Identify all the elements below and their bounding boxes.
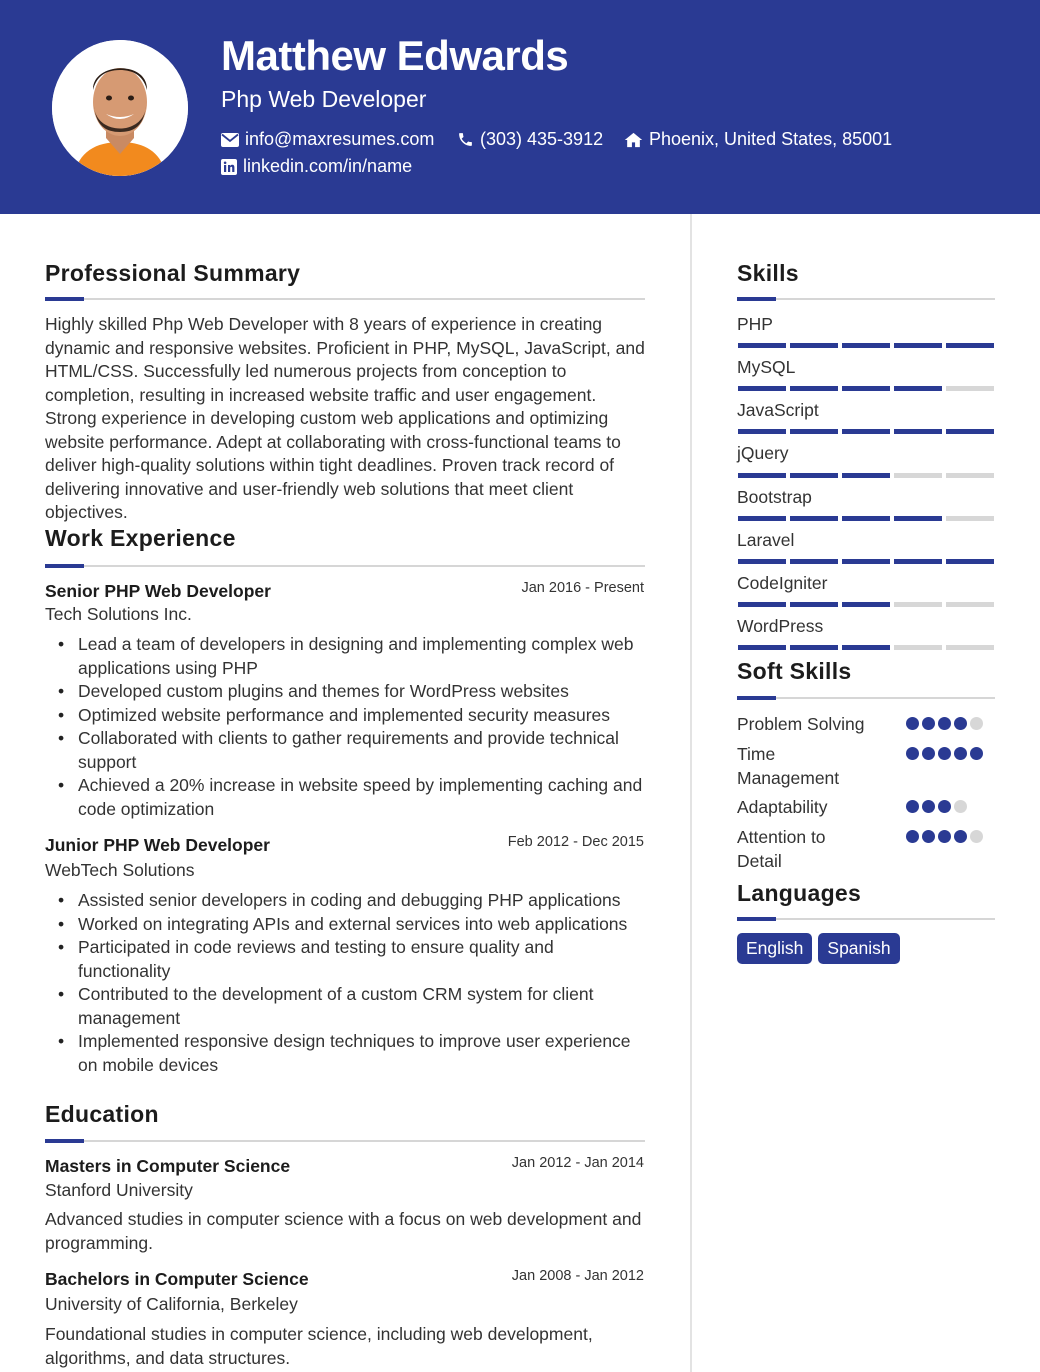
- skill-level-bar: [738, 602, 994, 607]
- list-item: • Participated in code reviews and testing to ensure quality and functionality: [78, 936, 648, 983]
- soft-skill-dots: [906, 800, 984, 813]
- soft-skill-dot: [922, 747, 935, 760]
- soft-skill-dots: [906, 747, 984, 760]
- list-item: • Worked on integrating APIs and external services into web applications: [78, 913, 648, 937]
- skill-level-segment: [842, 343, 890, 348]
- skill-level-segment: [790, 473, 838, 478]
- soft-skill-dot: [970, 717, 983, 730]
- soft-skill-dot: [922, 800, 935, 813]
- soft-skill-dot: [906, 830, 919, 843]
- soft-skill-dots: [906, 717, 984, 730]
- skill-level-bar: [738, 559, 994, 564]
- skill-name: PHP: [737, 314, 773, 334]
- school-name: Stanford University: [45, 1180, 193, 1200]
- candidate-title: Php Web Developer: [221, 86, 427, 112]
- skill-name: Bootstrap: [737, 487, 812, 507]
- job-company: Tech Solutions Inc.: [45, 604, 192, 624]
- soft-skill-dot: [906, 800, 919, 813]
- skill-level-segment: [842, 473, 890, 478]
- language-badge: Spanish: [818, 933, 899, 964]
- section-rule-accent: [45, 564, 84, 568]
- soft-skill-dot: [954, 800, 967, 813]
- contact-linkedin[interactable]: [221, 156, 412, 177]
- list-item: • Developed custom plugins and themes for WordPress websites: [78, 680, 648, 704]
- skill-level-segment: [738, 516, 786, 521]
- education-description: Advanced studies in computer science with a focus on web development and programming.: [45, 1209, 642, 1253]
- education-description: Foundational studies in computer science, including web development, algorithms, and data structures.: [45, 1324, 593, 1368]
- skill-level-segment: [842, 645, 890, 650]
- soft-skill-dot: [970, 830, 983, 843]
- language-badge: English: [737, 933, 812, 964]
- skill-level-bar: [738, 429, 994, 434]
- skill-level-segment: [894, 645, 942, 650]
- phone-icon: [457, 131, 474, 148]
- section-rule-accent: [737, 917, 776, 921]
- skill-level-segment: [894, 602, 942, 607]
- skill-level-bar: [738, 516, 994, 521]
- skill-level-segment: [738, 429, 786, 434]
- skill-level-segment: [842, 386, 890, 391]
- list-item: • Contributed to the development of a custom CRM system for client management: [78, 983, 648, 1030]
- experience-heading: Work Experience: [45, 525, 236, 551]
- skill-level-segment: [738, 645, 786, 650]
- skill-level-bar: [738, 473, 994, 478]
- soft-skill-dot: [954, 717, 967, 730]
- skill-level-segment: [894, 559, 942, 564]
- skill-level-segment: [738, 602, 786, 607]
- soft-skill-dots: [906, 830, 984, 843]
- summary-text: Highly skilled Php Web Developer with 8 years of experience in creating dynamic and responsive websites. Proficient in PHP, MySQL, JavaScript, and HTML/CSS. Successfully led numerous projects from conception to completion, resulting in increased website traffic and user engagement. Strong experience in developing custom web applications and optimizing website performance. Adept at collaborating with cross-functional teams to deliver high-quality solutions within tight deadlines. Proven track record of delivering innovative and user-friendly web solutions that meet client objectives.: [45, 314, 645, 522]
- skill-level-bar: [738, 645, 994, 650]
- list-item: • Assisted senior developers in coding and debugging PHP applications: [78, 889, 648, 913]
- email-text: info@maxresumes.com: [245, 129, 435, 149]
- skill-level-segment: [790, 559, 838, 564]
- skill-level-segment: [738, 473, 786, 478]
- skill-level-segment: [790, 645, 838, 650]
- job-date: Jan 2016 - Present: [521, 580, 644, 596]
- soft-skill-dot: [970, 747, 983, 760]
- summary-heading: Professional Summary: [45, 260, 301, 286]
- section-rule-accent: [737, 696, 776, 700]
- contact-email[interactable]: [221, 129, 434, 150]
- education-date: Jan 2012 - Jan 2014: [511, 1155, 644, 1171]
- home-icon: [624, 132, 643, 148]
- resume-header: [0, 0, 1040, 214]
- list-item: • Implemented responsive design techniques to improve user experience on mobile devices: [78, 1030, 648, 1077]
- education-date: Jan 2008 - Jan 2012: [511, 1268, 644, 1284]
- degree-title: Masters in Computer Science: [45, 1156, 291, 1176]
- skills-heading: Skills: [737, 260, 799, 286]
- phone-text: (303) 435-3912: [480, 129, 604, 149]
- job-title: Junior PHP Web Developer: [45, 835, 270, 855]
- skill-name: MySQL: [737, 357, 796, 377]
- contact-phone[interactable]: [457, 129, 603, 150]
- skill-level-segment: [842, 559, 890, 564]
- contact-location: [624, 129, 892, 150]
- skill-level-segment: [946, 429, 994, 434]
- skill-level-segment: [946, 343, 994, 348]
- envelope-icon: [221, 133, 239, 147]
- skill-level-segment: [946, 516, 994, 521]
- skill-name: CodeIgniter: [737, 573, 828, 593]
- soft-skill-dot: [938, 830, 951, 843]
- column-divider: [690, 214, 692, 1372]
- skill-level-segment: [946, 602, 994, 607]
- soft-skill-dot: [922, 830, 935, 843]
- skill-level-segment: [790, 429, 838, 434]
- skill-level-segment: [894, 429, 942, 434]
- skill-name: WordPress: [737, 616, 824, 636]
- school-name: University of California, Berkeley: [45, 1294, 298, 1314]
- linkedin-icon: [221, 159, 237, 175]
- soft-skill-name: Attention to Detail: [737, 827, 826, 871]
- soft-skill-dot: [954, 830, 967, 843]
- skill-name: jQuery: [737, 443, 789, 463]
- soft-skill-name: Time Management: [737, 744, 840, 788]
- skill-level-segment: [894, 473, 942, 478]
- linkedin-text: linkedin.com/in/name: [243, 156, 413, 176]
- soft-skill-name: Adaptability: [737, 797, 828, 817]
- soft-skills-heading: Soft Skills: [737, 658, 852, 684]
- soft-skill-dot: [906, 717, 919, 730]
- list-item: • Optimized website performance and implemented security measures: [78, 704, 648, 728]
- section-rule-accent: [45, 1139, 84, 1143]
- soft-skill-name: Problem Solving: [737, 714, 865, 734]
- section-rule: [45, 298, 645, 300]
- skill-level-segment: [894, 516, 942, 521]
- skill-level-segment: [738, 343, 786, 348]
- education-heading: Education: [45, 1101, 159, 1127]
- skill-level-segment: [842, 516, 890, 521]
- section-rule: [45, 565, 645, 567]
- skill-level-segment: [946, 473, 994, 478]
- list-item: • Achieved a 20% increase in website speed by implementing caching and code optimization: [78, 774, 648, 821]
- skill-level-segment: [946, 645, 994, 650]
- soft-skill-dot: [954, 747, 967, 760]
- skill-level-segment: [738, 386, 786, 391]
- section-rule-accent: [45, 297, 84, 301]
- job-title: Senior PHP Web Developer: [45, 581, 271, 601]
- job-company: WebTech Solutions: [45, 860, 195, 880]
- skill-level-segment: [894, 343, 942, 348]
- skill-level-segment: [790, 602, 838, 607]
- skill-level-segment: [790, 343, 838, 348]
- job-bullets: [78, 633, 648, 821]
- skill-level-segment: [738, 559, 786, 564]
- skill-name: Laravel: [737, 530, 795, 550]
- skill-level-segment: [790, 386, 838, 391]
- skill-name: JavaScript: [737, 400, 819, 420]
- soft-skill-dot: [922, 717, 935, 730]
- soft-skill-dot: [938, 717, 951, 730]
- profile-photo: [52, 40, 188, 176]
- job-date: Feb 2012 - Dec 2015: [507, 834, 644, 850]
- section-rule: [45, 1140, 645, 1142]
- skill-level-segment: [842, 602, 890, 607]
- degree-title: Bachelors in Computer Science: [45, 1269, 309, 1289]
- list-item: • Collaborated with clients to gather requirements and provide technical support: [78, 727, 648, 774]
- section-rule-accent: [737, 297, 776, 301]
- location-text: Phoenix, United States, 85001: [649, 129, 893, 149]
- languages-heading: Languages: [737, 880, 862, 906]
- skill-level-segment: [946, 559, 994, 564]
- skill-level-bar: [738, 386, 994, 391]
- skill-level-segment: [894, 386, 942, 391]
- soft-skill-dot: [938, 800, 951, 813]
- skill-level-segment: [790, 516, 838, 521]
- language-list: [737, 933, 900, 964]
- skill-level-segment: [842, 429, 890, 434]
- skill-level-segment: [946, 386, 994, 391]
- soft-skill-dot: [906, 747, 919, 760]
- candidate-name: Matthew Edwards: [221, 32, 569, 79]
- skill-level-bar: [738, 343, 994, 348]
- soft-skill-dot: [938, 747, 951, 760]
- job-bullets: [78, 889, 648, 1077]
- list-item: • Lead a team of developers in designing and implementing complex web applications using PHP: [78, 633, 648, 680]
